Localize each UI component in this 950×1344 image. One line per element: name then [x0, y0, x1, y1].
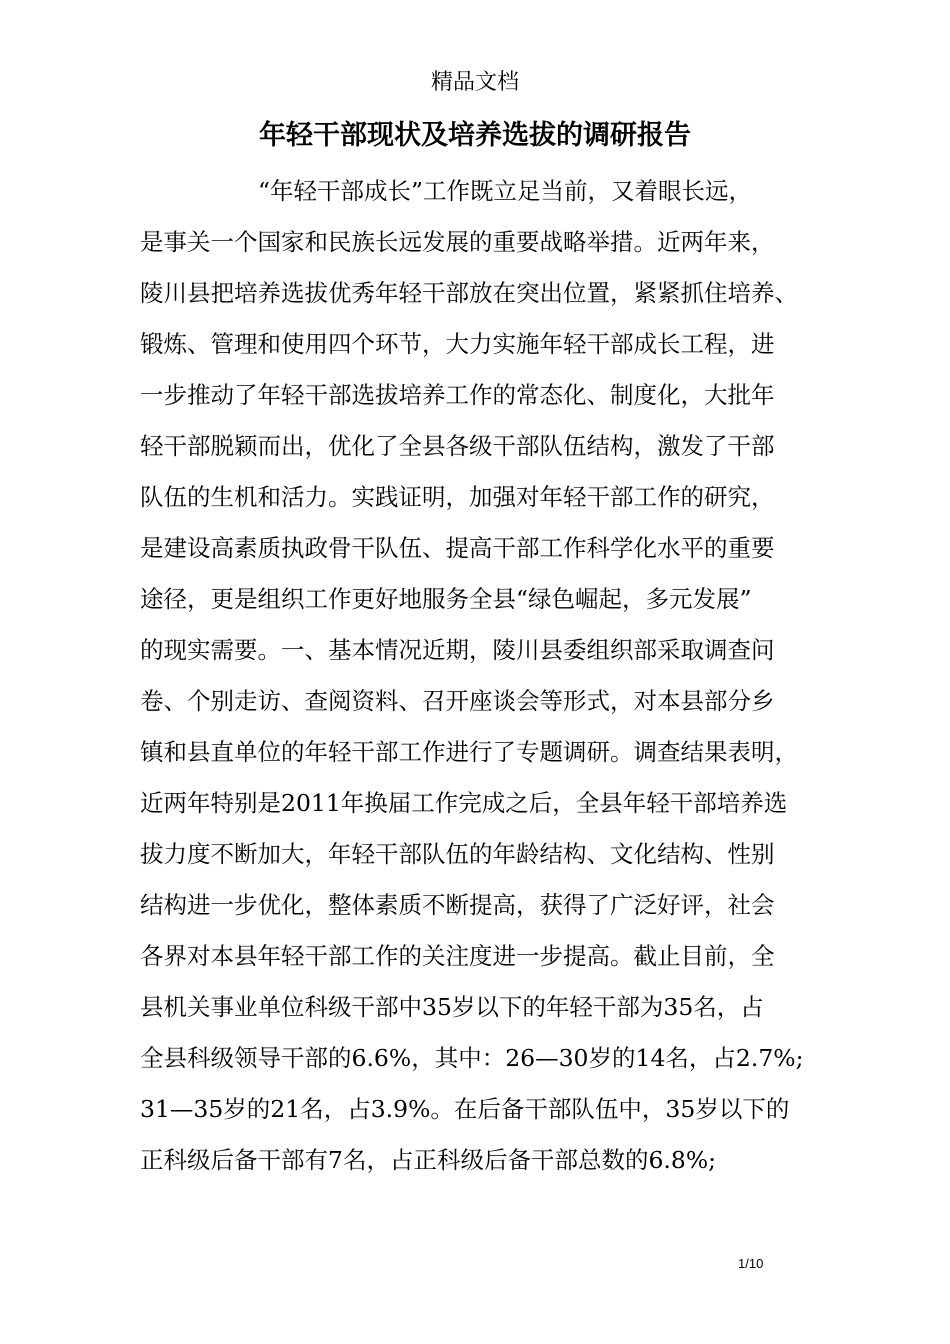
body-line: 轻干部脱颖而出，优化了全县各级干部队伍结构，激发了干部 [140, 432, 775, 460]
document-title: 年轻干部现状及培养选拔的调研报告 [259, 120, 691, 151]
body-line: 卷、个别走访、查阅资料、召开座谈会等形式，对本县部分乡 [140, 687, 775, 715]
body-line: 各界对本县年轻干部工作的关注度进一步提高。截止目前，全 [140, 942, 775, 970]
body-line: 近两年特别是2011年换届工作完成之后，全县年轻干部培养选 [140, 789, 788, 817]
page-header: 精品文档 [430, 70, 519, 95]
body-line: 陵川县把培养选拔优秀年轻干部放在突出位置，紧紧抓住培养、 [140, 279, 798, 307]
page-number: 1/10 [738, 1256, 764, 1271]
body-line: 镇和县直单位的年轻干部工作进行了专题调研。调查结果表明， [140, 738, 798, 766]
body-line: 结构进一步优化，整体素质不断提高，获得了广泛好评，社会 [140, 891, 775, 919]
body-line: 是事关一个国家和民族长远发展的重要战略举措。近两年来， [140, 228, 775, 256]
body-line: 31—35岁的21名，占3.9%。在后备干部队伍中，35岁以下的 [140, 1095, 790, 1123]
body-line: 一步推动了年轻干部选拔培养工作的常态化、制度化，大批年 [140, 381, 775, 409]
body-line: 途径，更是组织工作更好地服务全县“绿色崛起，多元发展” [140, 585, 752, 613]
body-line: 锻炼、管理和使用四个环节，大力实施年轻干部成长工程，进 [140, 330, 775, 358]
body-line: “年轻干部成长”工作既立足当前，又着眼长远， [258, 177, 753, 205]
document-body [140, 166, 842, 1186]
body-line: 是建设高素质执政骨干队伍、提高干部工作科学化水平的重要 [140, 534, 775, 562]
body-line: 全县科级领导干部的6.6%，其中：26—30岁的14名，占2.7%; [140, 1044, 804, 1072]
body-line: 正科级后备干部有7名，占正科级后备干部总数的6.8%; [140, 1146, 717, 1174]
body-line: 县机关事业单位科级干部中35岁以下的年轻干部为35名，占 [140, 993, 764, 1021]
body-line: 队伍的生机和活力。实践证明，加强对年轻干部工作的研究， [140, 483, 775, 511]
body-line: 的现实需要。一、基本情况近期，陵川县委组织部采取调查问 [140, 636, 775, 664]
body-line: 拔力度不断加大，年轻干部队伍的年龄结构、文化结构、性别 [140, 840, 775, 868]
